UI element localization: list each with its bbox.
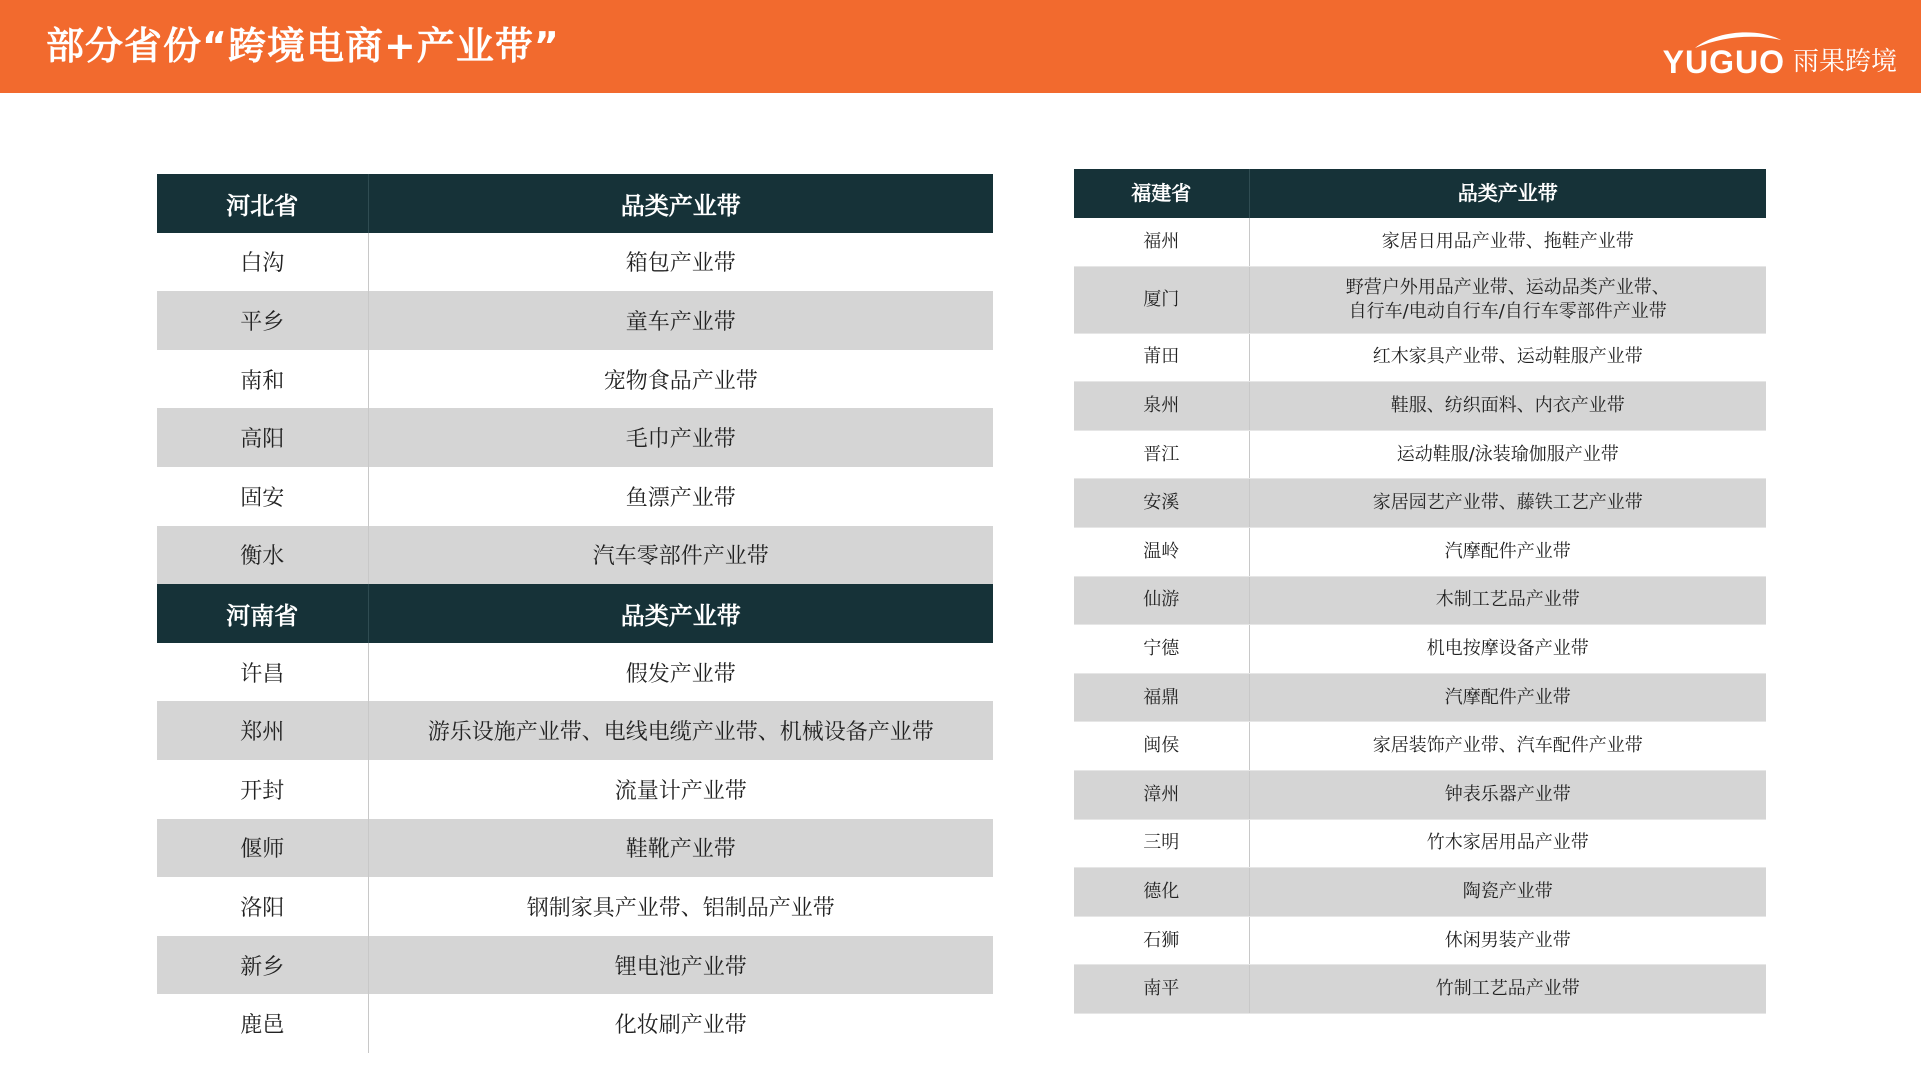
table-row: [1074, 528, 1766, 577]
city-cell: 洛阳: [157, 877, 368, 936]
city-cell: 新乡: [157, 936, 368, 995]
city-cell: 偃师: [157, 819, 368, 878]
belt-cell: 家居日用品产业带、拖鞋产业带: [1249, 218, 1766, 267]
city-cell: 福州: [1074, 218, 1249, 267]
table-row: [1074, 673, 1766, 722]
belt-cell: 假发产业带: [368, 643, 993, 702]
belt-cell: 童车产业带: [368, 291, 993, 350]
column-header: 品类产业带: [368, 174, 993, 233]
belt-cell: 休闲男装产业带: [1249, 916, 1766, 965]
belt-cell: 鱼漂产业带: [368, 467, 993, 526]
brand-logo: [1663, 20, 1897, 80]
city-cell: 南和: [157, 350, 368, 409]
fujian-table: [1074, 169, 1766, 1014]
belt-line: 野营户外用品产业带、运动品类产业带、: [1345, 276, 1670, 298]
swoosh-icon: [1693, 28, 1783, 50]
city-cell: 鹿邑: [157, 994, 368, 1053]
table-row: [1074, 625, 1766, 674]
table-row: [157, 760, 993, 819]
table-row: [157, 233, 993, 292]
belt-cell: 锂电池产业带: [368, 936, 993, 995]
table-row: [157, 350, 993, 409]
table-row: [1074, 965, 1766, 1014]
belt-cell: 流量计产业带: [368, 760, 993, 819]
belt-cell: 竹制工艺品产业带: [1249, 965, 1766, 1014]
city-cell: 温岭: [1074, 528, 1249, 577]
belt-cell: 宠物食品产业带: [368, 350, 993, 409]
city-cell: 闽侯: [1074, 722, 1249, 771]
table-row: [157, 936, 993, 995]
belt-cell: 竹木家居用品产业带: [1249, 819, 1766, 868]
city-cell: 南平: [1074, 965, 1249, 1014]
column-header: 品类产业带: [1249, 169, 1766, 218]
belt-cell: 家居装饰产业带、汽车配件产业带: [1249, 722, 1766, 771]
city-cell: 高阳: [157, 408, 368, 467]
brand-wordmark: [1663, 44, 1785, 80]
table-row: [1074, 479, 1766, 528]
city-cell: 三明: [1074, 819, 1249, 868]
city-cell: 固安: [157, 467, 368, 526]
table-row: [1074, 218, 1766, 267]
table-row: [1074, 576, 1766, 625]
city-cell: 厦门: [1074, 266, 1249, 333]
city-cell: 白沟: [157, 233, 368, 292]
table-row: [157, 291, 993, 350]
belt-cell: 钢制家具产业带、铝制品产业带: [368, 877, 993, 936]
city-cell: 泉州: [1074, 382, 1249, 431]
table-row: [157, 701, 993, 760]
table-row: [1074, 382, 1766, 431]
city-cell: 许昌: [157, 643, 368, 702]
belt-cell: 木制工艺品产业带: [1249, 576, 1766, 625]
table-row: [1074, 430, 1766, 479]
table-row: [157, 994, 993, 1053]
table-row: [157, 643, 993, 702]
belt-cell: 机电按摩设备产业带: [1249, 625, 1766, 674]
table-row: [157, 819, 993, 878]
belt-cell: 汽摩配件产业带: [1249, 673, 1766, 722]
table-row: [157, 408, 993, 467]
belt-cell: 毛巾产业带: [368, 408, 993, 467]
belt-cell: [1249, 266, 1766, 333]
belt-line: 自行车/电动自行车/自行车零部件产业带: [1348, 300, 1667, 322]
brand-wordmark-text: YUGUO: [1662, 44, 1785, 80]
table-row: [157, 526, 993, 585]
table-row: [157, 467, 993, 526]
table-row: [1074, 722, 1766, 771]
belt-cell: 鞋服、纺织面料、内衣产业带: [1249, 382, 1766, 431]
belt-cell: 化妆刷产业带: [368, 994, 993, 1053]
belt-cell: 鞋靴产业带: [368, 819, 993, 878]
city-cell: 晋江: [1074, 430, 1249, 479]
belt-cell: 家居园艺产业带、藤铁工艺产业带: [1249, 479, 1766, 528]
city-cell: 漳州: [1074, 771, 1249, 820]
table-row: [1074, 771, 1766, 820]
city-cell: 仙游: [1074, 576, 1249, 625]
city-cell: 开封: [157, 760, 368, 819]
city-cell: 衡水: [157, 526, 368, 585]
table-row: [1074, 868, 1766, 917]
table-row: [1074, 266, 1766, 333]
city-cell: 安溪: [1074, 479, 1249, 528]
table-row: [157, 877, 993, 936]
table-header-row: [157, 584, 993, 643]
belt-cell: 陶瓷产业带: [1249, 868, 1766, 917]
belt-cell: 汽车零部件产业带: [368, 526, 993, 585]
brand-chinese-name: 雨果跨境: [1792, 47, 1897, 77]
province-header: 河南省: [157, 584, 368, 643]
table-row: [1074, 333, 1766, 382]
city-cell: 宁德: [1074, 625, 1249, 674]
belt-cell: 钟表乐器产业带: [1249, 771, 1766, 820]
province-header: 福建省: [1074, 169, 1249, 218]
belt-cell: 游乐设施产业带、电线电缆产业带、机械设备产业带: [368, 701, 993, 760]
page-title: 部分省份“跨境电商+产业带”: [46, 24, 560, 68]
belt-cell: 汽摩配件产业带: [1249, 528, 1766, 577]
city-cell: 莆田: [1074, 333, 1249, 382]
city-cell: 郑州: [157, 701, 368, 760]
city-cell: 平乡: [157, 291, 368, 350]
hebei-henan-table: [157, 174, 993, 1053]
header-bar: [0, 0, 1921, 93]
table-row: [1074, 916, 1766, 965]
belt-cell: 运动鞋服/泳装瑜伽服产业带: [1249, 430, 1766, 479]
belt-cell: 箱包产业带: [368, 233, 993, 292]
belt-cell: 红木家具产业带、运动鞋服产业带: [1249, 333, 1766, 382]
table-header-row: [1074, 169, 1766, 218]
column-header: 品类产业带: [368, 584, 993, 643]
table-header-row: [157, 174, 993, 233]
city-cell: 德化: [1074, 868, 1249, 917]
province-header: 河北省: [157, 174, 368, 233]
city-cell: 石狮: [1074, 916, 1249, 965]
table-row: [1074, 819, 1766, 868]
city-cell: 福鼎: [1074, 673, 1249, 722]
